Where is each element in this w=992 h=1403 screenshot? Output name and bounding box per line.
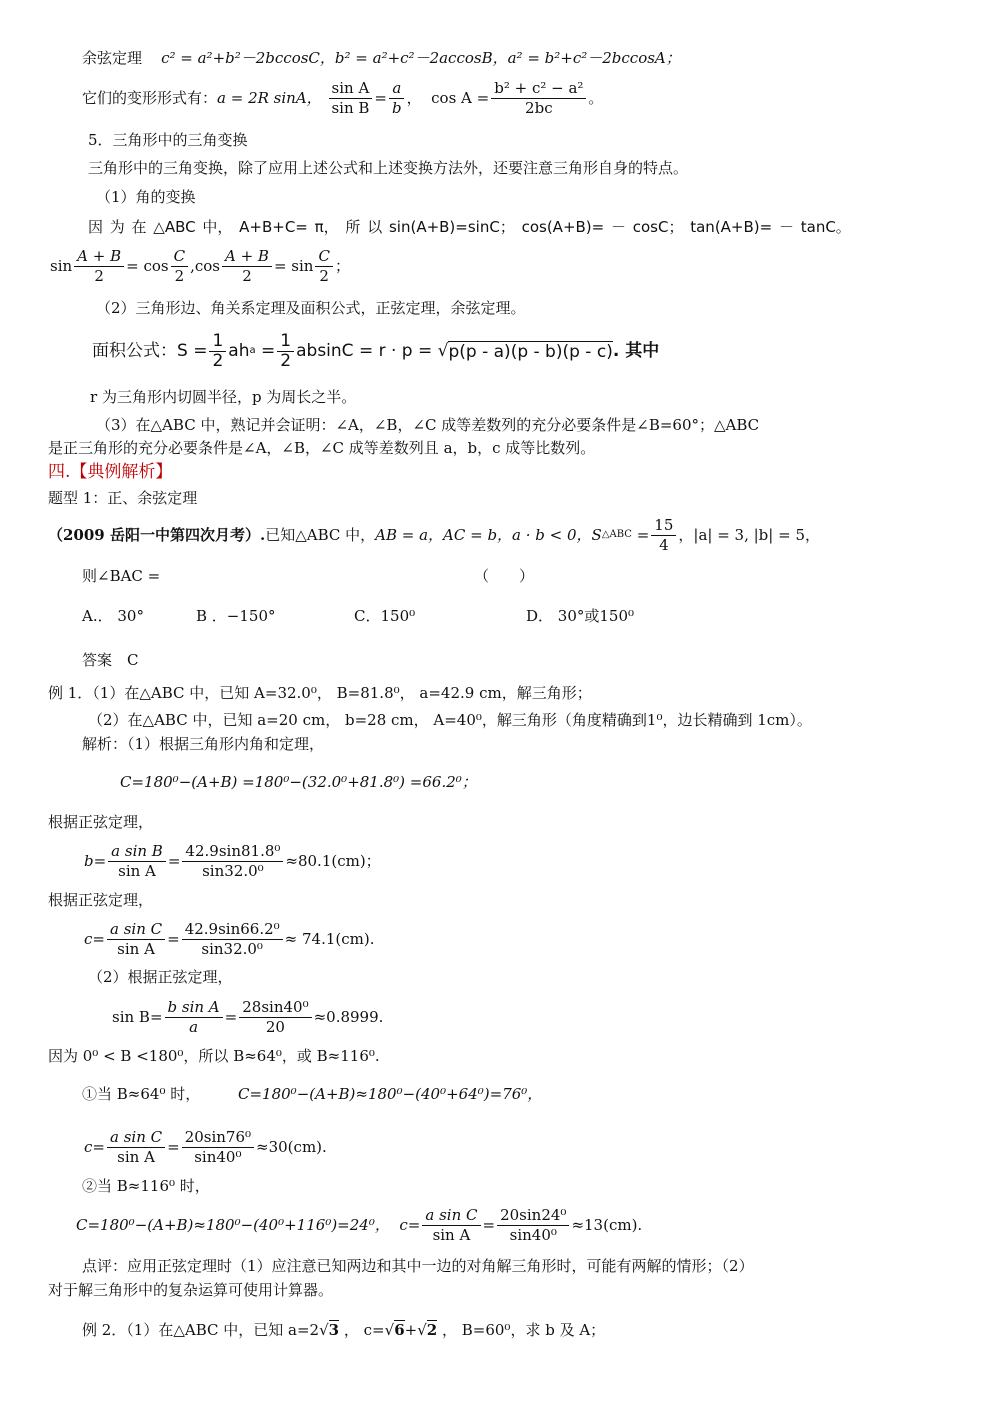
type-1-title: 题型 1：正、余弦定理 [48, 489, 198, 507]
case-1-C: C=180⁰−(A+B)≈180⁰−(40⁰+64⁰)=76⁰， [238, 1085, 543, 1103]
example-1-part-2: （2）在△ABC 中，已知 a=20 cm， b=28 cm， A=40⁰，解三角形（角度精确到1⁰，边长精确到 1cm）。 [88, 711, 812, 729]
section-5-1-title: （1）角的变换 [96, 188, 196, 206]
section-5-3-line1: （3）在△ABC 中，熟记并会证明：∠A，∠B，∠C 成等差数列的充分必要条件是∠B=60°；△ABC [96, 416, 760, 434]
cosA-eq: cos A = [431, 89, 490, 107]
question-2009: （2009 岳阳一中第四次月考）. 已知△ABC 中， AB = a，AC = b，a · b < 0，S △ABC = $\frac{15}{4}$ ，|a| = 3, |b| = 5， [48, 515, 820, 554]
c-calc: c= $\frac{\text{a sin C}}{\text{sin A}}$ = $\frac{\text{42.9sin66.2⁰}}{\text{sin32.0⁰}}$ ≈ 74.1(cm). [84, 919, 375, 958]
example-2: 例 2．（1）在△ABC 中，已知 a=2√3 ， c=√6+√2 ， B=60⁰，求 b 及 A； [82, 1321, 606, 1339]
case-2-label: ②当 B≈116⁰ 时， [82, 1177, 210, 1195]
variant-forms: 它们的变形形式有： a = 2R sinA， sin A sin B = a b ， cos A = $\frac{\text{b² + c² − a²}}{2bc}$ 。 [82, 78, 604, 117]
r-note: r 为三角形内切圆半径，p 为周长之半。 [90, 388, 357, 406]
example-1-solution: 解析：（1）根据三角形内角和定理， [82, 735, 325, 753]
option-b: B ．−150° [196, 607, 276, 625]
by-sine-law-2: 根据正弦定理， [48, 891, 154, 909]
law-cos-label: 余弦定理 [82, 49, 143, 67]
option-d: D． 30°或150⁰ [526, 607, 635, 625]
section-5-2-title: （2）三角形边、角关系定理及面积公式，正弦定理，余弦定理。 [96, 299, 526, 317]
sinB-calc: sin B= $\frac{\text{b sin A}}{a}$ = $\frac{\text{28sin40⁰}}{20}$ ≈0.8999. [112, 997, 384, 1036]
case-2-calc: C=180⁰−(A+B)≈180⁰−(40⁰+116⁰)=24⁰， c= $\frac{\text{a sin C}}{\text{sin A}}$ = $\frac{\text{20sin24⁰}}{\text{sin40⁰}}$ ≈13(cm). [76, 1205, 643, 1244]
option-c: C．150⁰ [354, 607, 416, 625]
variant-label: 它们的变形形式有： [82, 89, 218, 107]
case-1-label: ①当 B≈64⁰ 时， [82, 1085, 201, 1103]
comment-line-2: 对于解三角形中的复杂运算可使用计算器。 [48, 1281, 334, 1299]
half-angle-formulas: sin $\frac{A + B}{2}$ = cos C 2 ,cos $\frac{A + B}{2}$ = sin C 2 ； [50, 246, 350, 285]
angle-C-calc: C=180⁰−(A+B) =180⁰−(32.0⁰+81.8⁰) =66.2⁰； [120, 773, 477, 791]
example-1-part-1: 例 1．（1）在△ABC 中，已知 A=32.0⁰， B=81.8⁰， a=42.9 cm，解三角形； [48, 684, 592, 702]
answer: 答案 C [82, 651, 139, 669]
section-5-title: 5．三角形中的三角变换 [88, 131, 248, 149]
option-a: A.． 30° [82, 607, 144, 625]
question-2009-ask: 则∠BAC = [82, 567, 161, 585]
b-calc: b= $\frac{\text{a sin B}}{\text{sin A}}$ = $\frac{\text{42.9sin81.8⁰}}{\text{sin32.0⁰}}$ ≈80.1(cm)； [84, 841, 381, 880]
because-line: 因为 0⁰ < B <180⁰，所以 B≈64⁰，或 B≈116⁰. [48, 1047, 380, 1065]
fraction-sinA-sinB: sin A sin B [328, 79, 372, 118]
section-5-intro: 三角形中的三角变换，除了应用上述公式和上述变换方法外，还要注意三角形自身的特点。 [88, 159, 689, 177]
example-1-2-solution: （2）根据正弦定理， [88, 968, 233, 986]
section-4-heading: 四.【典例解析】 [48, 462, 173, 482]
by-sine-law-1: 根据正弦定理， [48, 813, 154, 831]
area-formula: 面积公式： S = $\frac{1}{2}$ ah a = $\frac{1}{2}$ absinC = r · p = √ p(p - a)(p - b)(p - c) . 其中 [92, 330, 660, 371]
law-cos-formulas: c² = a²+b²－2bccosC，b² = a²+c²－2accosB，a² = b²+c²－2bccosA； [161, 49, 681, 67]
comment-line-1: 点评：应用正弦定理时（1）应注意已知两边和其中一边的对角解三角形时，可能有两解的情形；（2） [82, 1257, 754, 1275]
section-5-3-line2: 是正三角形的充分必要条件是∠A，∠B，∠C 成等差数列且 a，b，c 成等比数列。 [48, 439, 596, 457]
section-5-1-text: 因 为 在 △ABC 中， A+B+C= π， 所 以 sin(A+B)=sinC； cos(A+B)= － cosC； tan(A+B)= － tanC。 [88, 218, 851, 236]
answer-parentheses: （ ） [474, 567, 535, 585]
variant-a: a = 2R sinA， [217, 89, 322, 107]
fraction-cosA: $\frac{\text{b² + c² − a²}}{2bc}$ [491, 79, 586, 118]
law-of-cosines [82, 48, 681, 68]
c1-calc: c= $\frac{\text{a sin C}}{\text{sin A}}$ = $\frac{\text{20sin76⁰}}{\text{sin40⁰}}$ ≈30(cm). [84, 1127, 327, 1166]
fraction-a-b: a b [389, 79, 405, 118]
